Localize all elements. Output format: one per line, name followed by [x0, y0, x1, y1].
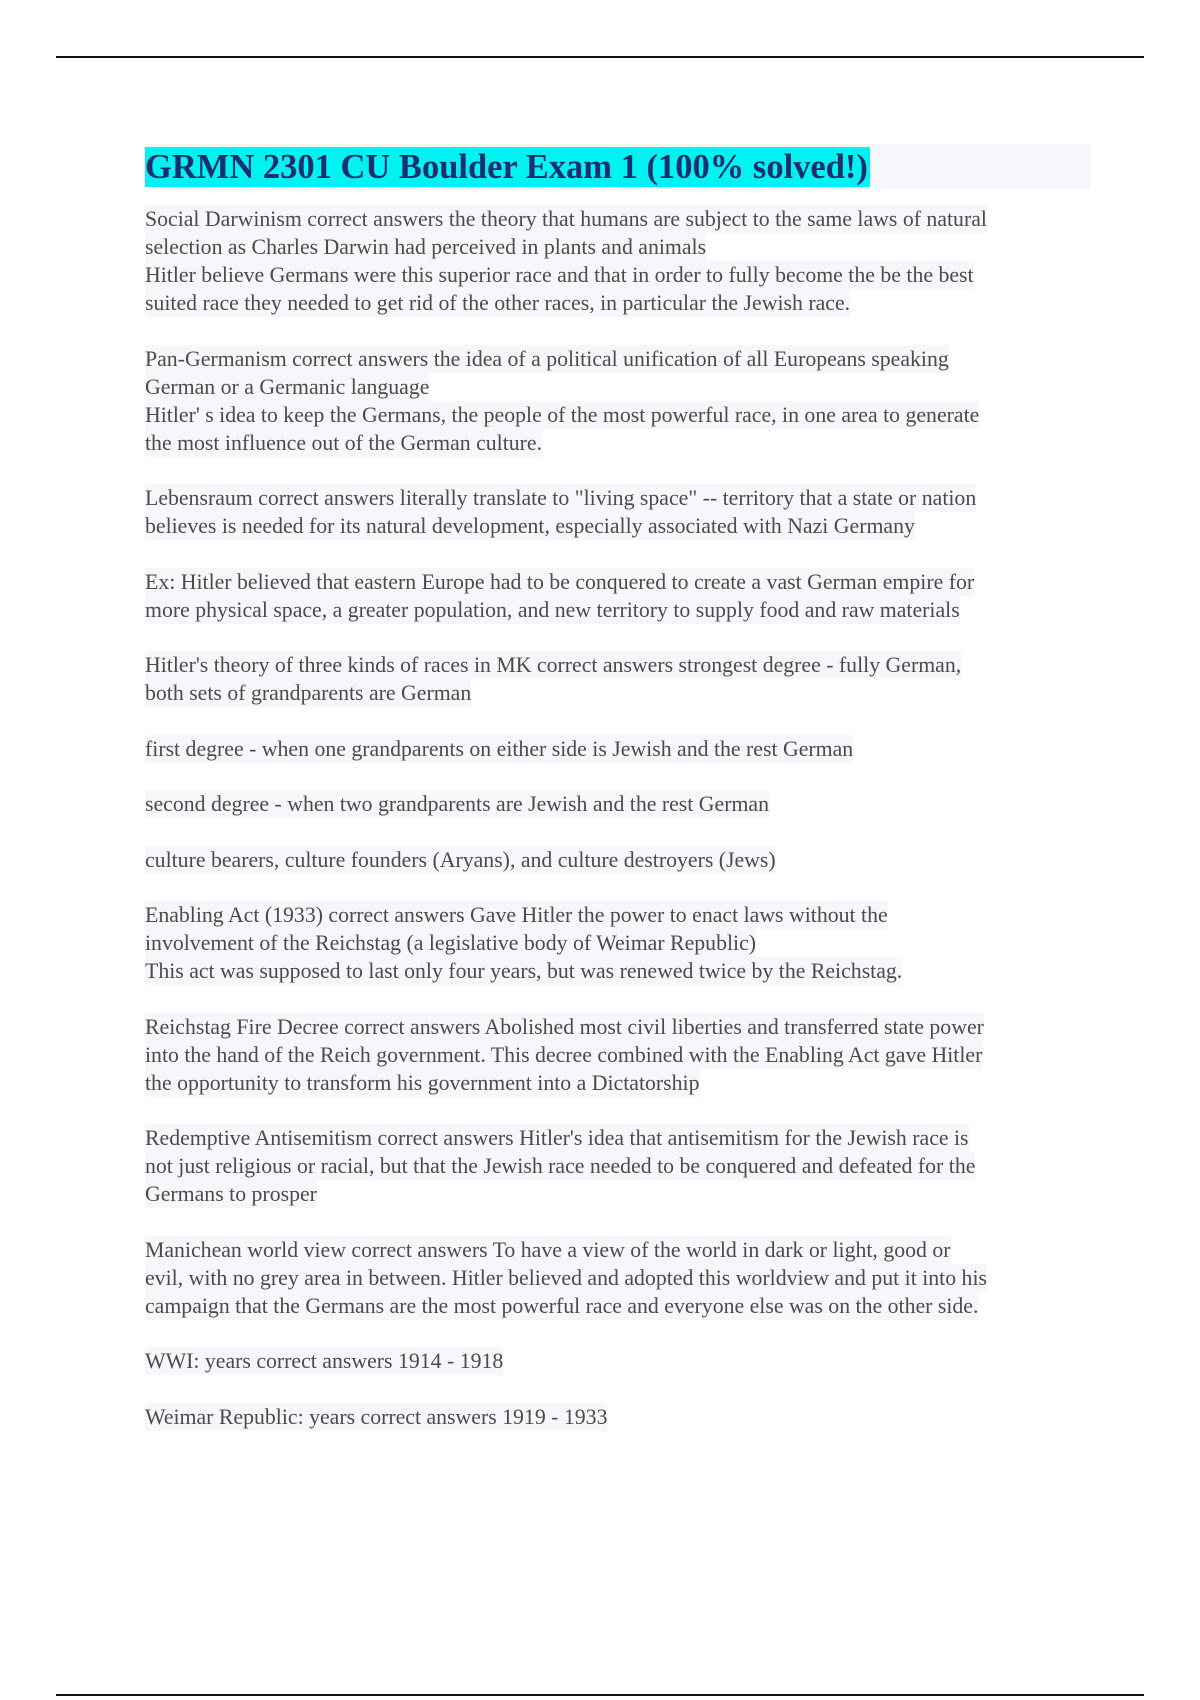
entry-line: more physical space, a greater population, and new territory to supply food and raw materials: [145, 597, 960, 622]
entry-line: German or a Germanic language: [145, 374, 430, 399]
entry-paragraph: [145, 901, 1090, 985]
entry-line: the most influence out of the German culture.: [145, 430, 543, 455]
entry-line: Hitler' s idea to keep the Germans, the people of the most powerful race, in one area to generate: [145, 402, 980, 427]
entry-paragraph: [145, 651, 1090, 707]
entry-paragraph: [145, 735, 1090, 763]
entry-line: culture bearers, culture founders (Aryans), and culture destroyers (Jews): [145, 847, 776, 872]
entry-line: believes is needed for its natural development, especially associated with Nazi Germany: [145, 514, 915, 538]
title-band: [145, 144, 1090, 189]
entry-paragraph: [145, 1403, 1090, 1431]
entry-line: campaign that the Germans are the most powerful race and everyone else was on the other side.: [145, 1293, 979, 1318]
entry-line: Pan-Germanism correct answers the idea of a political unification of all Europeans speaking: [145, 346, 949, 371]
entry-line: Ex: Hitler believed that eastern Europe had to be conquered to create a vast German empire for: [145, 569, 975, 594]
entry-line: involvement of the Reichstag (a legislative body of Weimar Republic): [145, 931, 757, 955]
bottom-rule: [56, 1694, 1144, 1696]
entry-line: Germans to prosper: [145, 1182, 317, 1206]
entry-line: Social Darwinism correct answers the theory that humans are subject to the same laws of natural: [145, 207, 987, 231]
entry-paragraph: [145, 205, 1090, 317]
entry-paragraph: [145, 345, 1090, 457]
entry-line: second degree - when two grandparents are Jewish and the rest German: [145, 792, 769, 816]
entry-paragraph: [145, 1124, 1090, 1208]
entry-line: Redemptive Antisemitism correct answers Hitler's idea that antisemitism for the Jewish race is: [145, 1126, 969, 1150]
top-rule: [56, 56, 1144, 58]
entry-line: This act was supposed to last only four years, but was renewed twice by the Reichstag.: [145, 959, 903, 983]
entry-line: WWI: years correct answers 1914 - 1918: [145, 1349, 504, 1373]
entry-paragraph: [145, 484, 1090, 540]
entry-line: not just religious or racial, but that the Jewish race needed to be conquered and defeated for the: [145, 1154, 976, 1178]
entry-paragraph: [145, 1347, 1090, 1375]
entry-line: into the hand of the Reich government. This decree combined with the Enabling Act gave Hitler: [145, 1042, 983, 1067]
entry-line: Lebensraum correct answers literally translate to "living space" -- territory that a state or nation: [145, 486, 977, 510]
entry-line: Weimar Republic: years correct answers 1919 - 1933: [145, 1404, 608, 1429]
entry-paragraph: [145, 790, 1090, 818]
entry-line: Manichean world view correct answers To have a view of the world in dark or light, good or: [145, 1237, 951, 1262]
entry-list: [145, 205, 1090, 1431]
entry-paragraph: [145, 568, 1090, 624]
entry-paragraph: [145, 1236, 1090, 1320]
entry-line: suited race they needed to get rid of the other races, in particular the Jewish race.: [145, 291, 851, 315]
entry-line: selection as Charles Darwin had perceived in plants and animals: [145, 235, 707, 259]
entry-line: Hitler believe Germans were this superior race and that in order to fully become the be the best: [145, 263, 974, 287]
entry-line: the opportunity to transform his government into a Dictatorship: [145, 1070, 700, 1095]
document-body: [145, 144, 1090, 1458]
entry-line: first degree - when one grandparents on either side is Jewish and the rest German: [145, 736, 854, 761]
entry-paragraph: [145, 846, 1090, 874]
entry-line: evil, with no grey area in between. Hitler believed and adopted this worldview and put it into his: [145, 1265, 987, 1290]
entry-line: Enabling Act (1933) correct answers Gave Hitler the power to enact laws without the: [145, 903, 888, 927]
entry-line: Hitler's theory of three kinds of races in MK correct answers strongest degree - fully German,: [145, 653, 962, 677]
document-title: GRMN 2301 CU Boulder Exam 1 (100% solved!): [145, 147, 868, 186]
entry-paragraph: [145, 1013, 1090, 1097]
entry-line: both sets of grandparents are German: [145, 681, 472, 705]
entry-line: Reichstag Fire Decree correct answers Abolished most civil liberties and transferred state power: [145, 1014, 984, 1039]
